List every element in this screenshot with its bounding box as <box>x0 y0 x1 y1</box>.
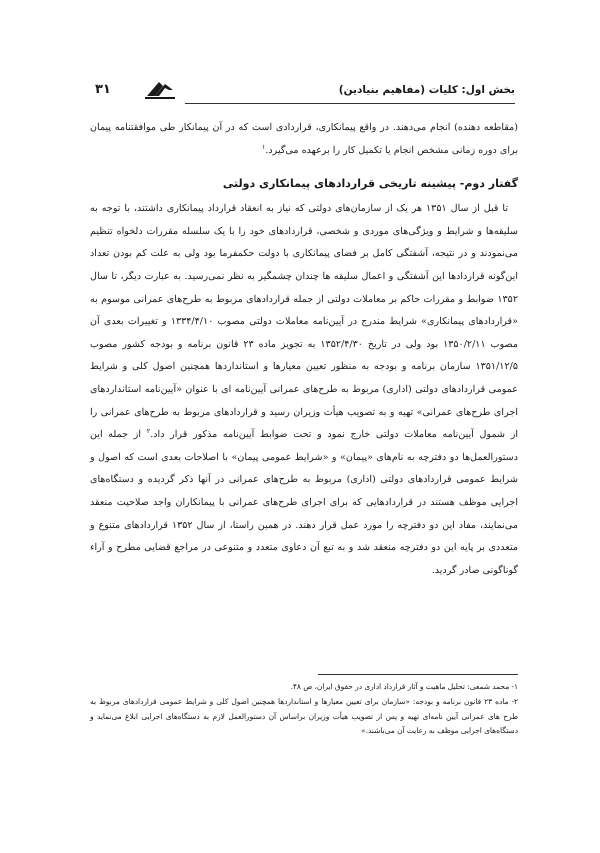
history-paragraph <box>90 198 518 582</box>
footnote-1: ۱- محمد شمعی: تحلیل ماهیت و آثار قرارداد اداری در حقوق ایران، ص ۴۸. <box>290 682 518 691</box>
history-text-part1: تا قبل از سال ۱۳۵۱ هر یک از سازمان‌های دولتی که نیاز به انعقاد قرارداد پیمانکاری داشتند، با توجه به سلیقه‌ها و شرایط و ویژگی‌های موردی و شخصی، قراردادهای خود را با یک سلسله مقررات دلخواه تنظیم می‌نمودند و در نتیجه، آشفتگی کامل بر فضای پیمانکاری با دولت حکمفرما بود ولی به علت کم بودن تعداد این‌گونه قراردادها این آشفتگی و اعمال سلیقه ها چندان چشمگیر به نظر نمی‌رسید. به عبارت دیگر، تا سال ۱۳۵۲ ضوابط و مقررات حاکم بر معاملات دولتی از جمله قراردادهای مربوط به طرح‌های عمرانی موسوم به «قراردادهای پیمانکاری» شرایط مندرج در آیین‌نامه معاملات دولتی مصوب ۱۳۳۴/۴/۱۰ و تغییرات بعدی آن مصوب ۱۳۵۰/۲/۱۱ بود ولی در تاریخ ۱۳۵۲/۴/۳۰ به تجویز ماده ۲۳ قانون برنامه و بودجه کشور مصوب ۱۳۵۱/۱۲/۵ سازمان برنامه و بودجه به منظور تعیین معیارها و استانداردها همچنین اصول کلی و شرایط عمومی قراردادهای دولتی (اداری) مربوط به طرح‌های عمرانی آیین‌نامه ای با عنوان «آیین‌نامه استانداردهای اجرای طرح‌های عمرانی» تهیه و به تصویب هیأت وزیران رسید و قراردادهای مربوط به طرح‌های عمرانی را از شمول آیین‌نامه معاملات دولتی خارج نمود و تحت ضوابط آیین‌نامه مذکور قرار داد. <box>90 203 519 441</box>
footnote-ref-2[interactable]: ۲ <box>146 426 151 435</box>
footnote-2: ۲- ماده ۲۳ قانون برنامه و بودجه: «سازمان برای تعیین معیارها و استانداردها همچنین اصول کلی و شرایط عمومی قراردادهای مربوط به طرح های عمرانی آیین نامه‌ای تهیه و پس از تصویب هیأت وزیران براساس آن دستورالعمل لازم به دستگاه‌های اجرایی ابلاغ می‌نماید و دستگاه‌های اجرایی موظف به رعایت آن می‌باشند.» <box>90 696 518 736</box>
header-divider <box>185 103 515 104</box>
footnote-divider <box>318 674 518 675</box>
publisher-logo-icon <box>143 76 177 102</box>
continuation-paragraph <box>90 117 518 162</box>
page-number: ۳۱ <box>95 82 111 97</box>
running-header <box>95 82 515 106</box>
continuation-text: (مقاطعه دهنده) انجام می‌دهند. در واقع پیمانکاری، قراردادی است که در آن پیمانکار طی موافقتنامه پیمان برای دوره زمانی مشخص انجام یا تکمیل کار را برعهده می‌گیرد. <box>90 122 518 156</box>
footnotes <box>90 680 518 739</box>
running-header-title: بخش اول: کلیات (مفاهیم بنیادین) <box>338 84 515 96</box>
history-text-part2: از جمله این دستورالعمل‌ها دو دفترچه به نام‌های «پیمان» و «شرایط عمومی پیمان» با اصلاحات بعدی است که اصول و شرایط عمومی قراردادهای دولتی (اداری) مربوط به طرح‌های عمرانی در آنها ذکر گردیده و دستگاه‌های اجرایی موظف هستند در قراردادهایی که برای اجرای طرح‌های عمرانی با پیمانکاران واجد صلاحیت منعقد می‌نمایند، مفاد این دو دفترچه را مورد عمل قرار دهند. در همین راستا، از سال ۱۳۵۲ قراردادهای متنوع و متعددی بر پایه این دو دفترچه منعقد شد و به تبع آن دعاوی متعدد و متنوعی در مراجع قضایی مطرح و آراء گوناگونی صادر گردید. <box>90 429 518 576</box>
footnote-ref-1[interactable]: ۱ <box>261 142 266 151</box>
body-text <box>90 117 518 582</box>
section-heading: گفتار دوم- پیشینه تاریخی قراردادهای پیمانکاری دولتی <box>222 177 518 191</box>
